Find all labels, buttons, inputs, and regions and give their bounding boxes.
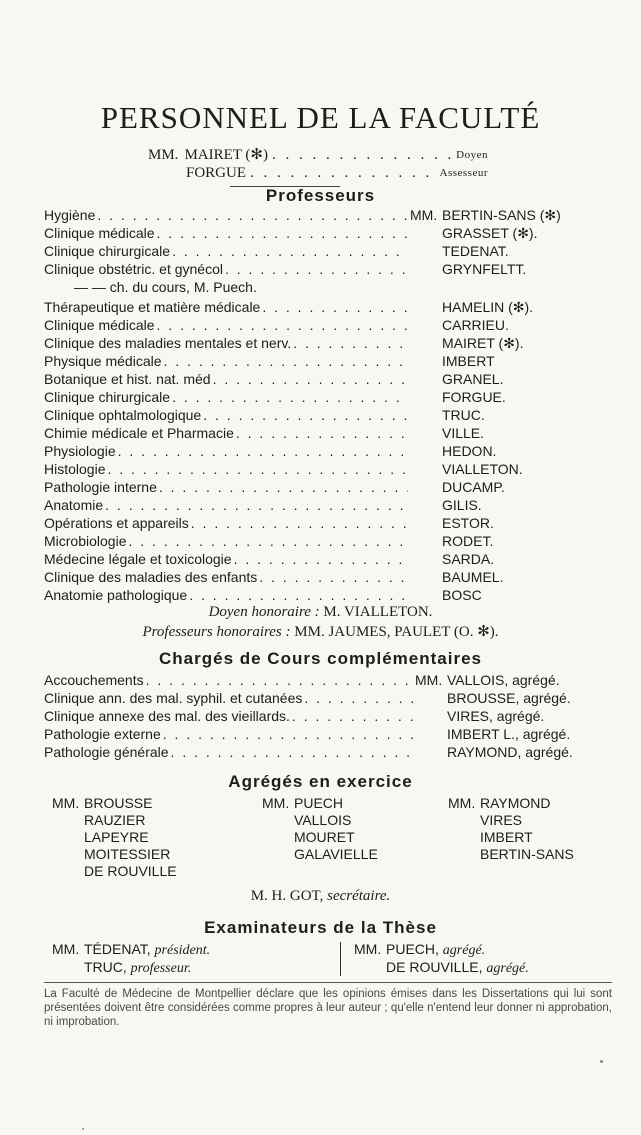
mm-spacer (415, 726, 447, 743)
professor-subject: Hygiène (44, 207, 96, 223)
professor-name: RODET. (442, 533, 494, 549)
leader-dots (293, 335, 408, 352)
mm-spacer (410, 587, 442, 604)
mm-label: MM. (410, 207, 438, 223)
mm-spacer (410, 225, 442, 242)
professor-subject: Clinique chirurgicale (44, 389, 171, 405)
secretary-line (0, 888, 641, 905)
mm-spacer (410, 261, 442, 278)
professor-row (44, 317, 604, 334)
professor-name: SARDA. (442, 551, 495, 567)
professor-subject: Clinique chirurgicale (44, 243, 171, 259)
examiner-right-1 (354, 940, 485, 960)
professor-row (44, 207, 604, 224)
mm-label: MM. (52, 795, 80, 811)
course-subject: Clinique ann. des mal. syphil. et cutanées (44, 690, 303, 706)
mm-spacer (410, 243, 442, 260)
agrege-name: IMBERT (480, 829, 533, 845)
professor-subject: Microbiologie (44, 533, 127, 549)
professor-row (44, 353, 604, 370)
leader-dots (163, 726, 413, 743)
mm-spacer (410, 515, 442, 532)
professor-name: BERTIN-SANS (✻) (442, 207, 561, 223)
professor-subject: Clinique ophtalmologique (44, 407, 202, 423)
honorary-professors-label: Professeurs honoraires : (142, 624, 291, 640)
professor-row (44, 243, 604, 260)
footnote-rule (44, 982, 612, 983)
agrege-name: VIRES (480, 812, 523, 828)
leader-dots (272, 146, 452, 164)
professor-subject: Clinique des maladies des enfants (44, 569, 258, 585)
professor-subject: Opérations et appareils (44, 515, 189, 531)
course-name: IMBERT L., agrégé. (447, 726, 571, 742)
professor-subject: Histologie (44, 461, 106, 477)
course-row (44, 726, 609, 743)
leader-dots (164, 353, 408, 370)
honorary-professors-names: MM. JAUMES, PAULET (O. ✻). (294, 624, 499, 640)
leader-dots (191, 515, 408, 532)
mm-spacer (410, 407, 442, 424)
professor-row (44, 533, 604, 550)
course-subject: Pathologie générale (44, 744, 169, 760)
professor-subject: Anatomie pathologique (44, 587, 188, 603)
professor-subject: Clinique médicale (44, 317, 155, 333)
agrege-name: BERTIN-SANS (480, 846, 574, 862)
mm-spacer (410, 371, 442, 388)
professor-row (44, 569, 604, 586)
professor-subject: Physique médicale (44, 353, 162, 369)
course-name: RAYMOND, agrégé. (447, 744, 573, 760)
honorary-professors-line (0, 622, 641, 641)
course-name: VIRES, agrégé. (447, 708, 545, 724)
officer-office: Assesseur (439, 167, 488, 179)
mm-label: MM. (354, 941, 382, 957)
mm-spacer (410, 533, 442, 550)
mm-spacer (410, 389, 442, 406)
professor-row (44, 587, 604, 604)
officer-row-doyen (148, 146, 488, 164)
leader-dots (171, 744, 413, 761)
leader-dots (292, 708, 413, 725)
course-row (44, 744, 609, 761)
leader-dots (236, 425, 408, 442)
mm-spacer (410, 317, 442, 334)
professor-name: IMBERT (442, 353, 495, 369)
agrege-name: RAYMOND (480, 795, 551, 811)
professor-subject: Clinique des maladies mentales et nerv. (44, 335, 292, 351)
professor-subject: Clinique médicale (44, 225, 155, 241)
professor-name: HAMELIN (✻). (442, 299, 534, 315)
professor-row (44, 443, 604, 460)
leader-dots (304, 690, 413, 707)
leader-dots (189, 587, 408, 604)
leader-dots (157, 317, 408, 334)
professor-subject: Anatomie (44, 497, 104, 513)
mm-spacer (410, 443, 442, 460)
leader-dots (157, 225, 408, 242)
examiner-left-1 (52, 940, 210, 960)
professor-name: VIALLETON. (442, 461, 523, 477)
professor-name: HEDON. (442, 443, 497, 459)
officer-office: Doyen (456, 149, 488, 161)
agreges-column-3 (448, 795, 574, 863)
professor-subject: — — ch. du cours, M. Puech. (74, 279, 257, 295)
professor-name: ESTOR. (442, 515, 494, 531)
secretary-role: secrétaire. (327, 888, 391, 904)
mm-spacer (410, 425, 442, 442)
professor-row (44, 261, 604, 278)
course-row (44, 708, 609, 725)
course-subject: Clinique annexe des mal. des vieillards. (44, 708, 290, 724)
professor-name: GRANEL. (442, 371, 504, 387)
professor-row (44, 407, 604, 424)
courses-heading: Chargés de Cours complémentaires (159, 649, 482, 668)
professor-name: TEDENAT. (442, 243, 509, 259)
professor-subject: Chimie médicale et Pharmacie (44, 425, 234, 441)
professor-row (44, 389, 604, 406)
examiner-role: président. (154, 943, 211, 958)
leader-dots (97, 207, 408, 224)
course-row (44, 672, 609, 689)
agrege-name: PUECH (294, 795, 344, 811)
course-name: VALLOIS, agrégé. (447, 672, 560, 688)
footnote: La Faculté de Médecine de Montpellier déclare que les opinions émises dans les Dissertations qui lui sont présentées doivent être considérées comme propres à leur auteur ; qu'elle n'entend leur donner ni approbation, ni improbation. (44, 988, 612, 1028)
honorary-dean-name: M. VIALLETON. (323, 604, 433, 620)
course-name: BROUSSE, agrégé. (447, 690, 571, 706)
professor-subject: Botanique et hist. nat. méd (44, 371, 211, 387)
examiner-role: agrégé. (442, 943, 486, 958)
examiners-divider (340, 942, 341, 976)
examiner-role: agrégé. (486, 961, 529, 976)
professor-name: BOSC (442, 587, 482, 603)
agreges-column-1 (52, 795, 177, 880)
professor-subject: Médecine légale et toxicologie (44, 551, 232, 567)
leader-dots (105, 497, 408, 514)
agreges-heading: Agrégés en exercice (228, 772, 413, 791)
examiners-heading: Examinateurs de la Thèse (204, 918, 437, 937)
professor-subject: Pathologie interne (44, 479, 157, 495)
mm-label: MM. (448, 795, 476, 811)
professor-row (44, 425, 604, 442)
professor-name: TRUC. (442, 407, 485, 423)
course-subject: Pathologie externe (44, 726, 161, 742)
professor-row (44, 515, 604, 532)
agrege-name: BROUSSE (84, 795, 153, 811)
page-title: PERSONNEL DE LA FACULTÉ (100, 100, 541, 135)
scan-speck (82, 1128, 84, 1130)
agrege-name: RAUZIER (84, 812, 146, 828)
professor-name: MAIRET (✻). (442, 335, 524, 351)
professor-row (44, 299, 604, 316)
professor-row (44, 225, 604, 242)
leader-dots (250, 164, 435, 182)
leader-dots (213, 371, 408, 388)
leader-dots (259, 569, 408, 586)
officer-name: FORGUE (186, 165, 247, 181)
leader-dots (234, 551, 408, 568)
agrege-name: MOITESSIER (84, 846, 171, 862)
professor-row (44, 335, 604, 352)
professor-name: DUCAMP. (442, 479, 505, 495)
professor-name: FORGUE. (442, 389, 506, 405)
leader-dots (118, 443, 408, 460)
professor-name: BAUMEL. (442, 569, 504, 585)
professor-name: VILLE. (442, 425, 485, 441)
examiner-left-2 (84, 958, 191, 978)
leader-dots (159, 479, 408, 496)
professor-subject: Thérapeutique et matière médicale (44, 299, 261, 315)
mm-spacer (410, 479, 442, 496)
professor-row (44, 371, 604, 388)
mm-spacer (410, 551, 442, 568)
leader-dots (172, 389, 408, 406)
mm-spacer (410, 299, 442, 316)
professor-row-continuation (74, 279, 634, 296)
course-subject: Accouchements (44, 672, 144, 688)
mm-label: MM. (415, 672, 443, 688)
professor-name: GRASSET (✻). (442, 225, 538, 241)
leader-dots (262, 299, 408, 316)
secretary-name: M. H. GOT, (250, 888, 324, 904)
professor-row (44, 497, 604, 514)
mm-spacer (415, 708, 447, 725)
examiner-name: PUECH, (386, 941, 439, 957)
mm-label: MM. (52, 941, 80, 957)
agrege-name: DE ROUVILLE (84, 863, 177, 879)
professors-heading: Professeurs (265, 186, 376, 205)
course-row (44, 690, 609, 707)
examiner-name: TRUC, (84, 959, 127, 975)
examiner-right-2 (386, 958, 529, 978)
professor-subject: Physiologie (44, 443, 116, 459)
leader-dots (203, 407, 408, 424)
honorary-dean-line (0, 604, 641, 621)
mm-label: MM. (262, 795, 290, 811)
leader-dots (225, 261, 408, 278)
leader-dots (172, 243, 408, 260)
mm-spacer (410, 497, 442, 514)
professor-row (44, 551, 604, 568)
mm-spacer (410, 353, 442, 370)
professor-name: CARRIEU. (442, 317, 509, 333)
mm-spacer (410, 335, 442, 352)
professor-row (44, 461, 604, 478)
mm-spacer (410, 461, 442, 478)
mm-spacer (415, 744, 447, 761)
leader-dots (146, 672, 413, 689)
honorary-dean-label: Doyen honoraire : (208, 604, 320, 620)
agrege-name: MOURET (294, 829, 355, 845)
professor-row (44, 479, 604, 496)
leader-dots (107, 461, 408, 478)
examiner-name: TÉDENAT, (84, 941, 151, 957)
professor-subject: Clinique obstétric. et gynécol (44, 261, 223, 277)
leader-dots (128, 533, 408, 550)
professor-name: GRYNFELTT. (442, 261, 527, 277)
officer-name: MAIRET (✻) (184, 147, 268, 163)
scan-speck (600, 1060, 603, 1063)
agrege-name: GALAVIELLE (294, 846, 378, 862)
agrege-name: LAPEYRE (84, 829, 149, 845)
mm-spacer (415, 690, 447, 707)
agreges-column-2 (262, 795, 378, 863)
examiner-name: DE ROUVILLE, (386, 959, 483, 975)
examiner-role: professeur. (130, 961, 192, 976)
professor-name: GILIS. (442, 497, 482, 513)
officer-row-assesseur (186, 164, 488, 182)
officer-prefix: MM. (148, 147, 179, 163)
agrege-name: VALLOIS (294, 812, 352, 828)
mm-spacer (410, 569, 442, 586)
